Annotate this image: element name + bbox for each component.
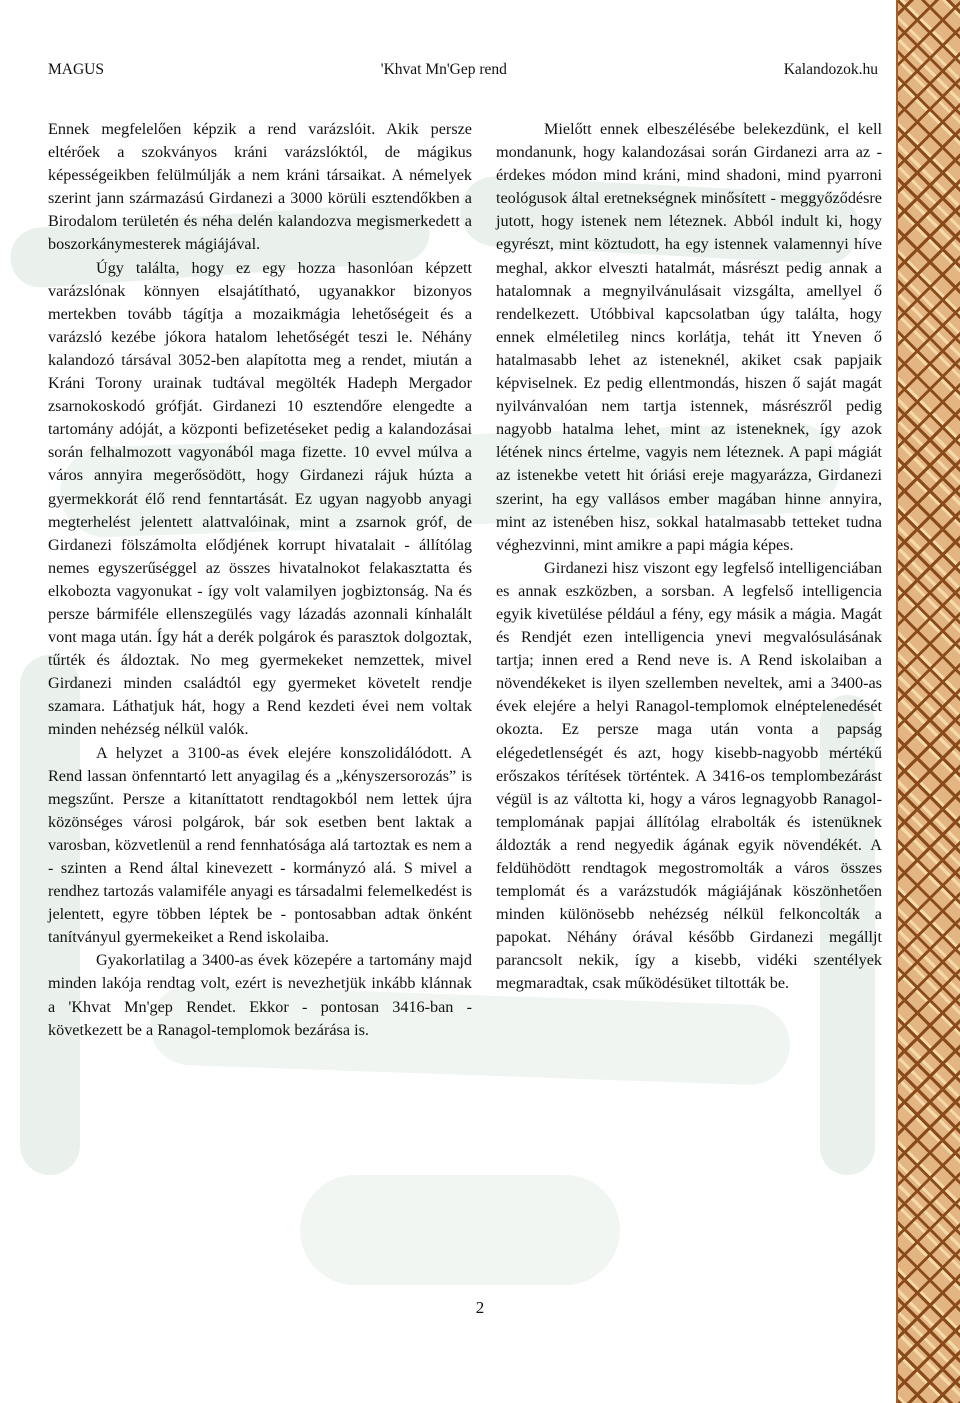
right-column [496, 118, 882, 996]
paragraph: Ennek megfelelően képzik a rend varázslóit. Akik persze eltérőek a szokványos kráni varázslóktól, de mágikus képességeikben felülmúlják a nem kráni társaikat. A némelyek szerint jann származású Girdanezi a 3000 körüli esztendőkben a Birodalom területén és néha delén kalandozva megismerkedett a boszorkánymesterek mágiájával. [48, 120, 472, 254]
left-column [48, 118, 472, 1042]
paragraph: Girdanezi hisz viszont egy legfelső intelligenciában es annak eszközben, a sorsban. A legfelső intelligencia egyik kivetülése például a fény, egy másik a mágia. Magát és Rendjét ezen intelligencia ynevi megvalósulásának tartja; innen ered a Rend neve is. A Rend iskolaiban a növendékeket is ilyen szellemben neveltek, ami a 3400-as évek elejére a helyi Ranagol-templomok elnéptelenedését okozta. Ez persze maga után vonta a papság elégedetlenségét és azt, hogy kisebb-nagyobb mértékű erőszakos térítések történtek. A 3416-os templombezárást végül is az váltotta ki, hogy a város legnagyobb Ranagol-templomának papjai állítólag elrabolták és istenüknek áldozták a rend negyedik ágának egyik növendékét. A feldühödött rendtagok megostromolták a város összes templomát és a varázstudók mágiájának köszönhetően minden különösebb nehézség nélkül felkoncolták a papokat. Néhány órával később Girdanezi megálljt parancsolt nekik, így a kisebb, vidéki szentélyek megmaradtak, csak működésüket tiltották be. [496, 558, 882, 993]
paragraph: A helyzet a 3100-as évek elejére konszolidálódott. A Rend lassan önfenntartó lett anyagilag és a „kényszersorozás” is megszűnt. Persze a kitaníttatott rendtagokból nem lettek újra közönséges városi polgárok, bár sok esetben bent laktak a varosban, közvetlenül a rend fennhatósága alá tartoztak es nem a - szinten a Rend által kinevezett - kormányzó alá. S mivel a rendhez tartozás valamiféle anyagi es társadalmi felemelkedést is jelentett, egyre többen léptek be - pontosabban adtak önként tanítványul gyermekeiket a Rend iskolaiba. [48, 743, 472, 947]
page-number: 2 [475, 1298, 485, 1317]
header-right: Kalandozok.hu [783, 61, 878, 78]
page-header [48, 58, 878, 82]
decorative-side-border [896, 0, 960, 1403]
paragraph: Gyakorlatilag a 3400-as évek közepére a tartomány majd minden lakója rendtag volt, ezért is nevezhetjük inkább klánnak a 'Khvat Mn'gep Rendet. Ekkor - pontosan 3416-ban - következett be a Ranagol-templomok bezárása is. [48, 951, 472, 1039]
paragraph: Mielőtt ennek elbeszélésébe belekezdünk, el kell mondanunk, hogy kalandozásai során Girdanezi arra az - érdekes módon mind kráni, mind shadoni, mind pyarroni teológusok által eretnekségnek minősített - meggyőződésre jutott, hogy istenek nem léteznek. Abból indult ki, hogy egyrészt, mint köztudott, ha egy istennek valamennyi híve meghal, akkor elveszti hatalmát, másrészt pedig annak a hatalomnak a megnyilvánulásait vizsgálta, amellyel ő rendelkezett. Utóbbival kapcsolatban úgy találta, hogy ennek elméletileg nincs korlátja, tehát itt Yneven ő hatalmasabb lehet az isteneknél, akiket csak papjaik képviselnek. Ez pedig ellentmondás, hiszen ő saját magát nyilvánvalóan nem tartja istennek, másrészről pedig nagyobb hatalma lehet, mint az isteneknek, így azok létének nincs értelme, vagyis nem léteznek. A papi mágiát az istenekbe vetett hit óriási ereje magyarázza, Girdanezi szerint, ha egy vallásos ember magában hinne annyira, mint az istenében hisz, sokkal hatalmasabb tetteket tudna véghezvinni, mint amikre a papi mágia képes. [496, 120, 882, 554]
header-center: 'Khvat Mn'Gep rend [380, 61, 507, 78]
paragraph: Úgy találta, hogy ez egy hozza hasonlóan képzett varázslónak könnyen elsajátítható, ugyanakkor bizonyos mertekben tovább tágítja a mozaikmágia lehetőségeit és a varázsló kezébe jókora hatalom lehetőségét teszi le. Néhány kalandozó társával 3052-ben alapította meg a rendet, miután a Kráni Torony urainak tudtával megölték Hadeph Mergador zsarnokoskodó grófját. Girdanezi 10 esztendőre elengedte a tartomány adóját, a központi befizetéseket pedig a kalandozásai során felhalmozott vagyonából maga fizette. 10 evvel múlva a város annyira megerősödött, hogy Girdanezi rájuk húzta a gyermekkorát élő rend fenntartását. Ez ugyan nagyobb anyagi megterhelést jelentett alattvalóinak, mint a zsarnok gróf, de Girdanezi fölszámolta elődjének korrupt hivatalait - állítólag nemes egyszerűséggel az összes hivatalnokot felakasztatta és elkobozta vagyonukat - így volt valamilyen jogbiztonság. Na és persze bármiféle ellenszegülés vagy lázadás azonnali kínhalált vont maga után. Így hát a derék polgárok és parasztok dolgoztak, tűrték és áldoztak. No meg gyermekeket nemzettek, mivel Girdanezi minden családtól egy gyermeket követelt rendje szamara. Láthatjuk hát, hogy a Rend kezdeti évei nem voltak minden nehézség nélkül valók. [48, 258, 472, 739]
header-left: MAGUS [48, 61, 104, 78]
